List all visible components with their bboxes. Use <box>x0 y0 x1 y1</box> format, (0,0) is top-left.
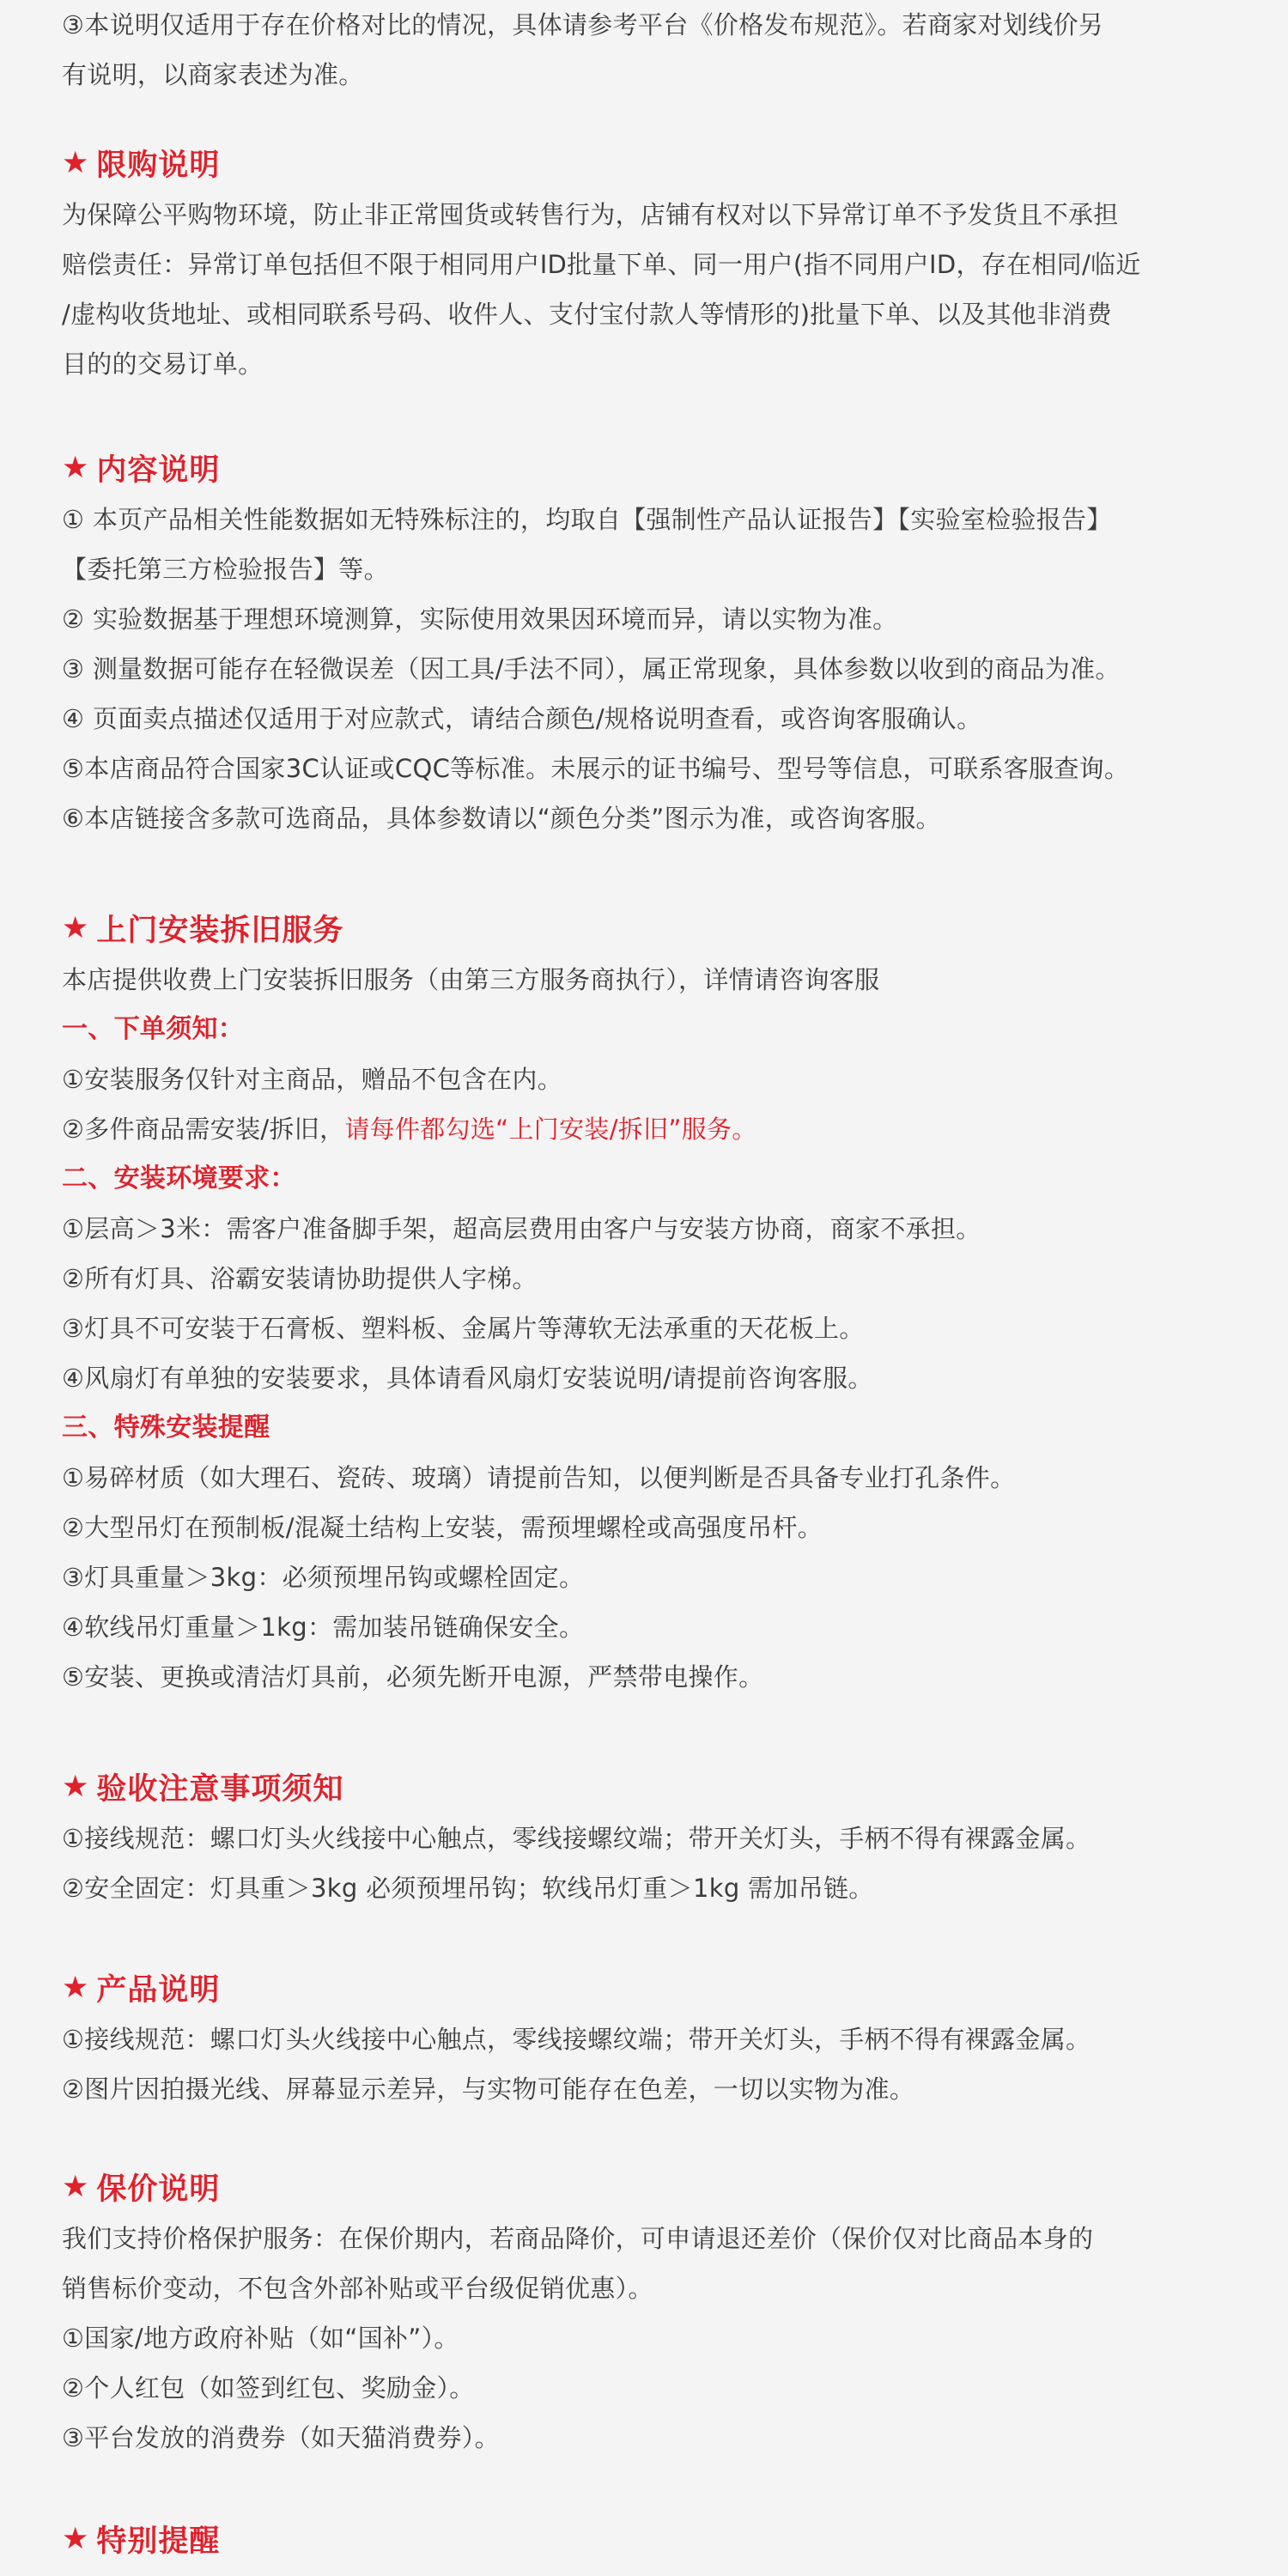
star-icon: ★ <box>62 146 90 180</box>
section-title: 产品说明 <box>96 1973 221 2008</box>
star-icon: ★ <box>62 911 90 945</box>
section-heading <box>62 137 1238 190</box>
text-line: ④ 页面卖点描述仅适用于对应款式，请结合颜色/规格说明查看，或咨询客服确认。 <box>62 704 982 733</box>
text-line: ①易碎材质（如大理石、瓷砖、玻璃）请提前告知，以便判断是否具备专业打孔条件。 <box>62 1463 1016 1492</box>
text-plain: ②多件商品需安装/拆旧， <box>62 1115 345 1144</box>
section-title: 验收注意事项须知 <box>96 1772 344 1807</box>
intro-line: 本店提供收费上门安装拆旧服务（由第三方服务商执行），详情请咨询客服 <box>62 965 880 994</box>
text-line: 我们支持价格保护服务：在保价期内，若商品降价，可申请退还差价（保价仅对比商品本身的 <box>62 2224 1094 2253</box>
text-line: ①安装服务仅针对主商品，赠品不包含在内。 <box>62 1065 562 1094</box>
section-heading <box>62 2512 1238 2566</box>
text-line: ②大型吊灯在预制板/混凝土结构上安装，需预埋螺栓或高强度吊杆。 <box>62 1513 823 1542</box>
text-line: ③平台发放的消费券（如天猫消费券）。 <box>62 2423 500 2452</box>
content-note-section <box>62 441 1238 843</box>
text-line: ① 本页产品相关性能数据如无特殊标注的，均取自【强制性产品认证报告】【实验室检验报告】 <box>62 505 1112 534</box>
star-icon: ★ <box>62 1770 90 1804</box>
text-line: ⑤本店商品符合国家3C认证或CQC等标准。未展示的证书编号、型号等信息，可联系客服查询。 <box>62 754 1130 783</box>
price-note-continuation <box>62 0 1238 100</box>
product-note-section <box>62 1961 1238 2114</box>
section-heading <box>62 902 1238 955</box>
text-line: ②个人红包（如签到红包、奖励金）。 <box>62 2373 475 2403</box>
text-line: 赔偿责任：异常订单包括但不限于相同用户ID批量下单、同一用户(指不同用户ID，存在相同/临近 <box>62 250 1141 279</box>
text-line: ② 实验数据基于理想环境测算，实际使用效果因环境而异，请以实物为准。 <box>62 605 898 634</box>
text-line: ③灯具不可安装于石膏板、塑料板、金属片等薄软无法承重的天花板上。 <box>62 1314 865 1343</box>
section-title: 内容说明 <box>96 453 221 488</box>
text-line: /虚构收货地址、或相同联系号码、收件人、支付宝付款人等情形的)批量下单、以及其他非消费 <box>62 300 1112 329</box>
text-line: ②安全固定：灯具重＞3kg 必须预埋吊钩；软线吊灯重＞1kg 需加吊链。 <box>62 1874 874 1903</box>
text-line: ②所有灯具、浴霸安装请协助提供人字梯。 <box>62 1264 538 1293</box>
installation-service-section <box>62 902 1238 1702</box>
subheading-environment: 二、安装环境要求： <box>62 1163 296 1194</box>
section-title: 上门安装拆旧服务 <box>96 914 344 948</box>
section-heading <box>62 2160 1238 2214</box>
section-title: 限购说明 <box>96 149 221 183</box>
section-heading <box>62 1760 1238 1814</box>
highlight-text: 请每件都勾选“上门安装/拆旧”服务。 <box>344 1115 757 1144</box>
star-icon: ★ <box>62 2170 90 2204</box>
text-line: ④软线吊灯重量＞1kg：需加装吊链确保安全。 <box>62 1613 585 1642</box>
text-line: 【委托第三方检验报告】等。 <box>62 555 389 584</box>
text-line: 目的的交易订单。 <box>62 349 264 379</box>
text-line: ②图片因拍摄光线、屏幕显示差异，与实物可能存在色差，一切以实物为准。 <box>62 2075 915 2104</box>
subheading-special-install: 三、特殊安装提醒 <box>62 1413 270 1443</box>
text-line: ③灯具重量＞3kg：必须预埋吊钩或螺栓固定。 <box>62 1563 585 1592</box>
text-line: 有说明，以商家表述为准。 <box>62 60 364 89</box>
text-line <box>62 1104 1238 1154</box>
price-protection-section <box>62 2160 1238 2463</box>
subheading-order-notice: 一、下单须知： <box>62 1014 245 1044</box>
purchase-limit-section <box>62 137 1238 389</box>
special-reminder-section <box>62 2512 1238 2566</box>
text-line: ①接线规范：螺口灯头火线接中心触点，零线接螺纹端；带开关灯头，手柄不得有裸露金属。 <box>62 1824 1091 1853</box>
text-line: ③ 测量数据可能存在轻微误差（因工具/手法不同），属正常现象，具体参数以收到的商品为准。 <box>62 654 1121 683</box>
text-line: 为保障公平购物环境，防止非正常囤货或转售行为，店铺有权对以下异常订单不予发货且不承担 <box>62 200 1119 229</box>
star-icon: ★ <box>62 1971 90 2005</box>
text-line: ③本说明仅适用于存在价格对比的情况，具体请参考平台《价格发布规范》。若商家对划线价另 <box>62 10 1104 39</box>
section-heading <box>62 1961 1238 2014</box>
text-line: 销售标价变动，不包含外部补贴或平台级促销优惠）。 <box>62 2274 653 2303</box>
text-line: ①接线规范：螺口灯头火线接中心触点，零线接螺纹端；带开关灯头，手柄不得有裸露金属。 <box>62 2025 1091 2054</box>
text-line: ①层高＞3米：需客户准备脚手架，超高层费用由客户与安装方协商，商家不承担。 <box>62 1214 981 1243</box>
section-title: 保价说明 <box>96 2172 221 2207</box>
section-title: 特别提醒 <box>96 2524 221 2559</box>
text-line: ①国家/地方政府补贴（如“国补”）。 <box>62 2324 459 2353</box>
section-heading <box>62 441 1238 495</box>
acceptance-notes-section <box>62 1760 1238 1913</box>
text-line: ④风扇灯有单独的安装要求，具体请看风扇灯安装说明/请提前咨询客服。 <box>62 1364 873 1393</box>
star-icon: ★ <box>62 451 90 485</box>
star-icon: ★ <box>62 2522 90 2556</box>
text-line: ⑤安装、更换或清洁灯具前，必须先断开电源，严禁带电操作。 <box>62 1662 764 1692</box>
text-line: ⑥本店链接含多款可选商品，具体参数请以“颜色分类”图示为准，或咨询客服。 <box>62 804 941 833</box>
